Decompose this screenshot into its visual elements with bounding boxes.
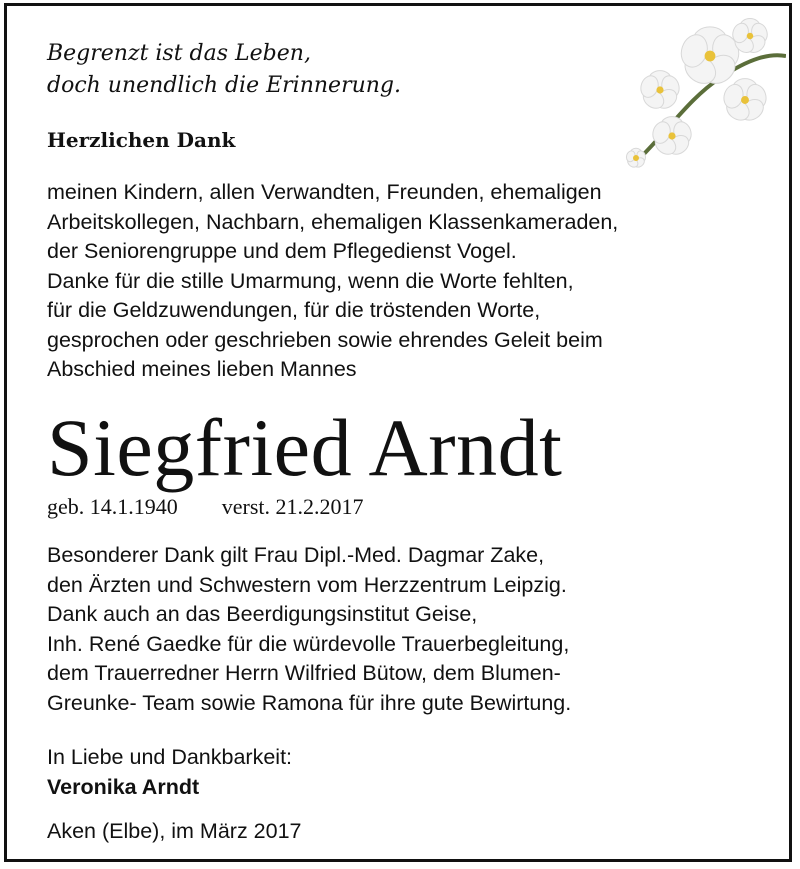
orchid-blossom xyxy=(650,117,694,159)
special-thanks-line: Greunke- Team sowie Ramona für ihre gute Bewirtung. xyxy=(47,690,572,715)
white-orchid-icon xyxy=(600,8,786,168)
signer-name: Veronika Arndt xyxy=(47,774,200,799)
special-thanks-line: Dank auch an das Beerdigungsinstitut Geise, xyxy=(47,602,478,626)
life-dates xyxy=(47,494,364,520)
thanks-line: gesprochen oder geschrieben sowie ehrendes Geleit beim xyxy=(47,327,603,352)
motto-line: doch unendlich die Erinnerung. xyxy=(47,73,402,98)
orchid-blossom xyxy=(625,148,647,168)
motto xyxy=(47,38,401,102)
special-thanks-paragraph xyxy=(47,541,571,718)
orchid-blossom xyxy=(638,71,682,113)
thanks-line: meinen Kindern, allen Verwandten, Freunden, ehemaligen xyxy=(47,180,602,204)
closing xyxy=(47,743,292,802)
place-and-date: Aken (Elbe), im März 2017 xyxy=(47,819,302,843)
thanks-line: der Seniorengruppe und dem Pflegedienst Vogel. xyxy=(47,239,517,263)
death-date: verst. 21.2.2017 xyxy=(221,494,364,519)
deceased-name: Siegfried Arndt xyxy=(47,402,563,493)
special-thanks-line: Besonderer Dank gilt Frau Dipl.-Med. Dagmar Zake, xyxy=(47,543,545,567)
motto-line: Begrenzt ist das Leben, xyxy=(47,41,311,66)
thanks-line: Arbeitskollegen, Nachbarn, ehemaligen Klassenkameraden, xyxy=(47,209,619,234)
closing-line: In Liebe und Dankbarkeit: xyxy=(47,745,293,769)
thanks-line: Abschied meines lieben Mannes xyxy=(47,357,357,381)
thanks-line: Danke für die stille Umarmung, wenn die Worte fehlten, xyxy=(47,268,574,293)
special-thanks-line: dem Trauerredner Herrn Wilfried Bütow, dem Blumen- xyxy=(47,661,561,685)
thanks-heading: Herzlichen Dank xyxy=(47,128,236,152)
thanks-paragraph xyxy=(47,178,618,385)
orchid-blossom xyxy=(721,79,769,125)
special-thanks-line: Inh. René Gaedke für die würdevolle Trauerbegleitung, xyxy=(47,631,570,656)
birth-date: geb. 14.1.1940 xyxy=(47,494,178,519)
thanks-line: für die Geldzuwendungen, für die tröstenden Worte, xyxy=(47,298,541,322)
special-thanks-line: den Ärzten und Schwestern vom Herzzentrum Leipzig. xyxy=(47,572,567,597)
